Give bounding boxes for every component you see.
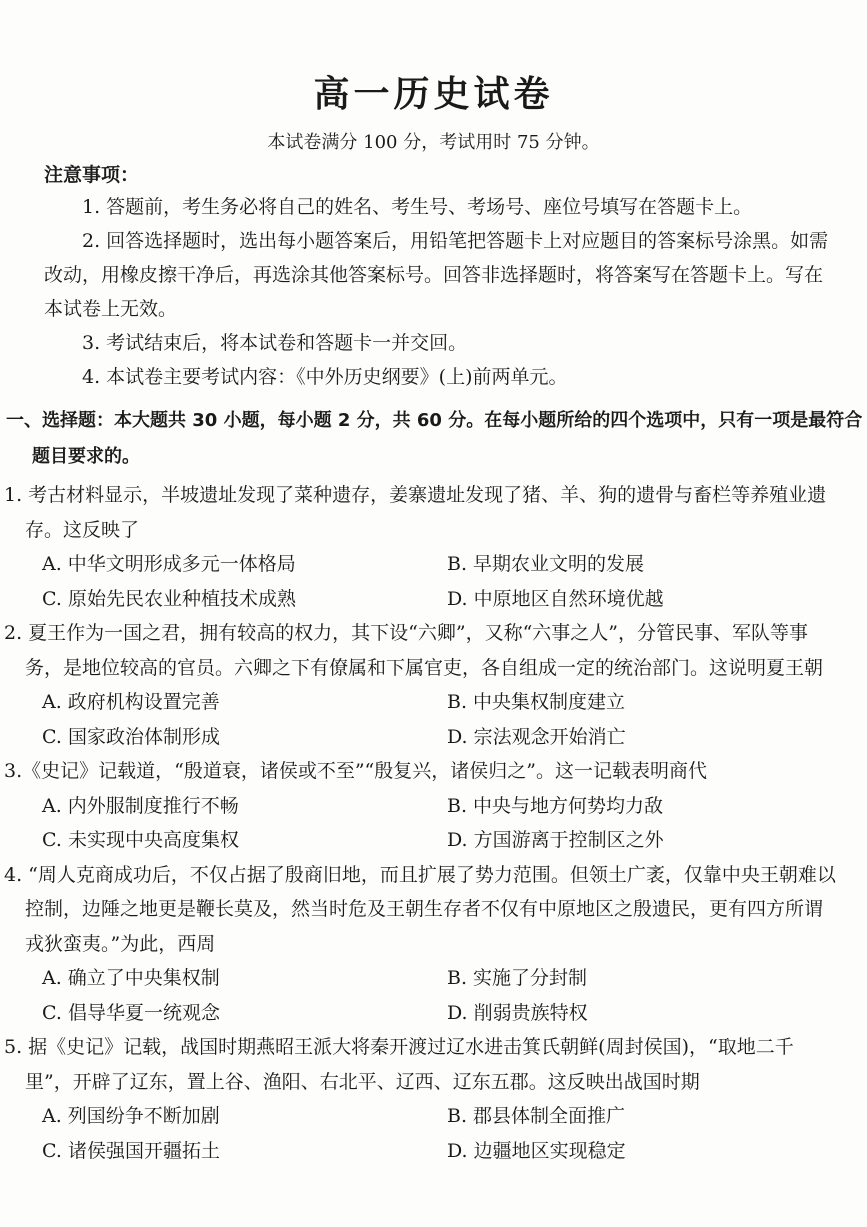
option-a: A. 列国纷争不断加剧: [42, 1105, 220, 1127]
option-a: A. 内外服制度推行不畅: [42, 794, 239, 817]
option-b: B. 早期农业文明的发展: [447, 553, 645, 575]
option-c: C. 倡导华夏一统观念: [42, 1001, 220, 1024]
option-b: B. 实施了分封制: [447, 967, 588, 989]
option-d: D. 宗法观念开始消亡: [447, 725, 626, 748]
notice-list: [44, 190, 834, 394]
option-b: B. 郡县体制全面推广: [447, 1105, 626, 1127]
notice-item: 4. 本试卷主要考试内容：《中外历史纲要》(上)前两单元。: [82, 366, 568, 388]
question-4: [4, 858, 840, 1031]
option-c: C. 诸侯强国开疆拓土: [42, 1139, 220, 1162]
option-b: B. 中央与地方何势均力敌: [447, 794, 664, 817]
option-c: C. 未实现中央高度集权: [42, 829, 239, 851]
option-a: A. 确立了中央集权制: [42, 967, 220, 989]
option-group: [4, 547, 840, 616]
option-d: D. 中原地区自然环境优越: [447, 587, 664, 610]
question-stem: 5. 据《史记》记载，战国时期燕昭王派大将秦开渡过辽水进击箕氏朝鲜(周封侯国)，“取地二千里”，开辟了辽东，置上谷、渔阳、右北平、辽西、辽东五郡。这反映出战国时期: [4, 1036, 794, 1093]
option-c: C. 原始先民农业种植技术成熟: [42, 587, 296, 610]
notice-item: 1. 答题前，考生务必将自己的姓名、考生号、考场号、座位号填写在答题卡上。: [82, 196, 753, 218]
notice-heading: 注意事项：: [44, 164, 140, 186]
notice-item: 2. 回答选择题时，选出每小题答案后，用铅笔把答题卡上对应题目的答案标号涂黑。如需改动，用橡皮擦干净后，再选涂其他答案标号。回答非选择题时，将答案写在答题卡上。写在本试卷上无效。: [44, 230, 829, 320]
question-1: [4, 478, 840, 616]
question-stem: 2. 夏王作为一国之君，拥有较高的权力，其下设“六卿”，又称“六事之人”，分管民事、军队等事务，是地位较高的官员。六卿之下有僚属和下属官吏，各自组成一定的统治部门。这说明夏王朝: [4, 622, 824, 679]
option-b: B. 中央集权制度建立: [447, 691, 626, 713]
option-d: D. 方国游离于控制区之外: [447, 829, 664, 851]
option-group: [4, 1099, 840, 1168]
exam-title: 高一历史试卷: [313, 74, 554, 115]
option-d: D. 边疆地区实现稳定: [447, 1139, 626, 1162]
notice-item: 3. 考试结束后，将本试卷和答题卡一并交回。: [82, 332, 468, 354]
question-stem: 4. “周人克商成功后，不仅占据了殷商旧地，而且扩展了势力范围。但领土广袤，仅靠中央王朝难以控制，边陲之地更是鞭长莫及，然当时危及王朝生存者不仅有中原地区之殷遗民，更有四方所谓戎狄蛮夷。”为此，西周: [4, 863, 836, 955]
question-list: [4, 478, 840, 1168]
option-a: A. 政府机构设置完善: [42, 691, 220, 713]
option-group: [4, 961, 840, 1030]
option-c: C. 国家政治体制形成: [42, 725, 220, 748]
exam-subtitle: 本试卷满分 100 分，考试用时 75 分钟。: [267, 132, 600, 153]
question-5: [4, 1030, 840, 1168]
section-heading: 一、选择题：本大题共 30 小题，每小题 2 分，共 60 分。在每小题所给的四个选项中，只有一项是最符合题目要求的。: [6, 410, 863, 467]
option-group: [4, 789, 840, 858]
option-d: D. 削弱贵族特权: [447, 1001, 588, 1024]
question-stem: 3.《史记》记载道，“殷道衰，诸侯或不至”“殷复兴，诸侯归之”。这一记载表明商代: [4, 760, 707, 782]
option-group: [4, 685, 840, 754]
question-stem: 1. 考古材料显示，半坡遗址发现了菜种遗存，姜寨遗址发现了猪、羊、狗的遗骨与畜栏等养殖业遗存。这反映了: [4, 484, 827, 541]
question-3: [4, 754, 840, 858]
question-2: [4, 616, 840, 754]
option-a: A. 中华文明形成多元一体格局: [42, 553, 296, 575]
